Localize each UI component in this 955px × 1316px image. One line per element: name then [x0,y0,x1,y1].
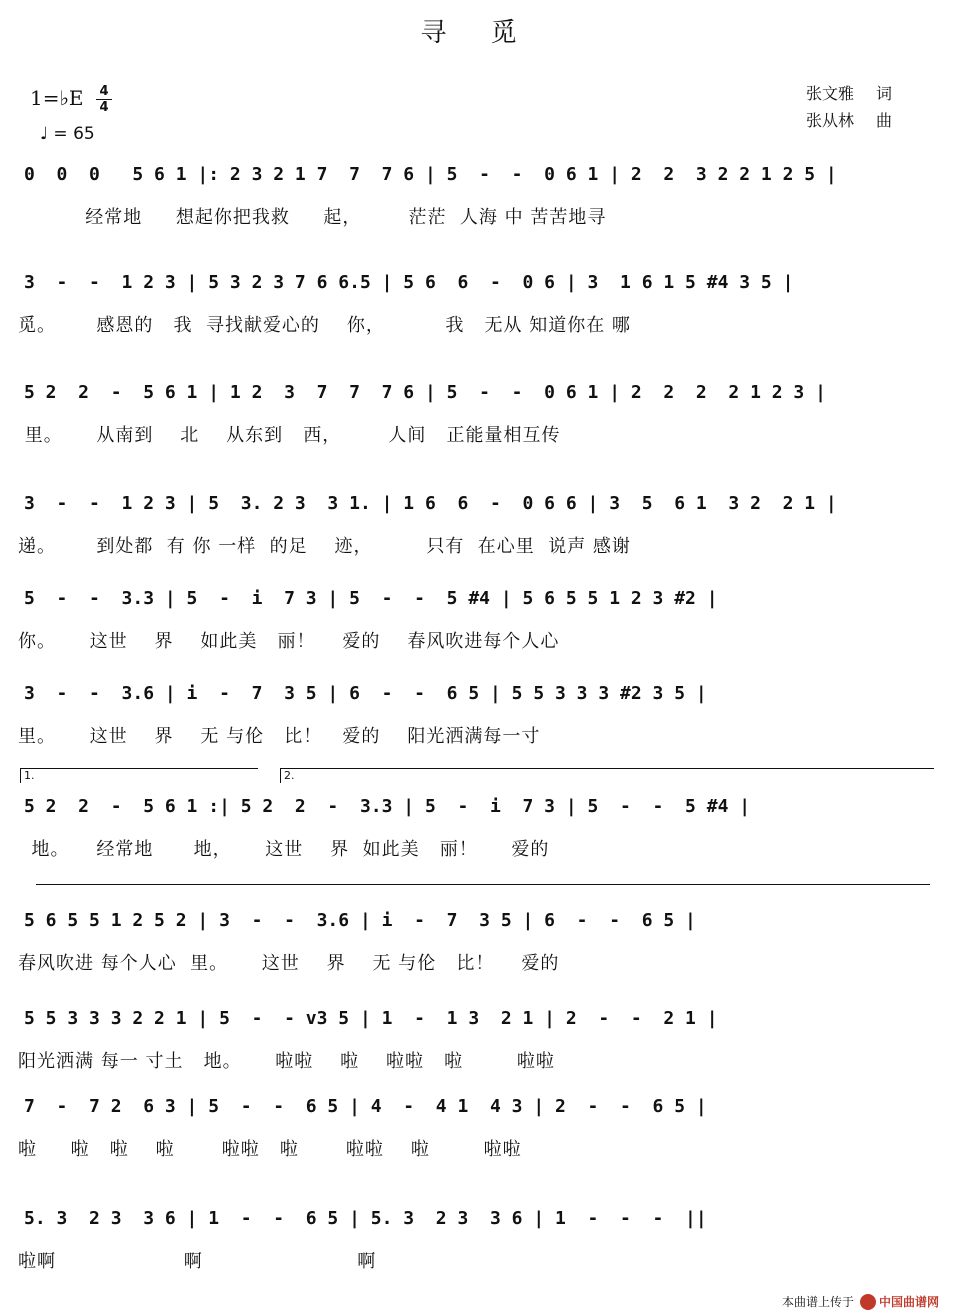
lyric-line: 里。 这世 界 无 与伦 比！ 爱的 阳光洒满每一寸 [18,726,541,747]
lyric-line: 春风吹进 每个人心 里。 这世 界 无 与伦 比！ 爱的 [18,953,560,974]
notation-line: 7 - 7 2 6 3 | 5 - - 6 5 | 4 - 4 1 4 3 | 2 - - 6 5 | [24,1096,707,1117]
second-ending-bracket [280,768,934,783]
lyric-line: 觅。 感恩的 我 寻找献爱心的 你， 我 无从 知道你在 哪 [18,315,631,336]
lyric-line: 啦啊 啊 啊 [18,1251,377,1272]
site-logo[interactable] [860,1293,939,1310]
lyric-line: 经常地 想起你把我救 起， 茫茫 人海 中 苦苦地寻 [18,207,607,228]
lyricist-role: 词 [876,84,893,103]
tempo-marking: ♩ = 65 [40,124,95,144]
lyricist-name: 张文雅 [806,84,855,103]
credits [806,80,892,134]
second-ending-label: 2. [284,769,295,782]
lyric-line: 递。 到处都 有 你 一样 的足 迹， 只有 在心里 说声 感谢 [18,536,631,557]
footer [782,1293,939,1310]
notation-line: 5 5 3 3 3 2 2 1 | 5 - - v3 5 | 1 - 1 3 2 1 | 2 - - 2 1 | [24,1008,718,1029]
time-signature-top: 4 [99,84,109,99]
notation-line: 3 - - 1 2 3 | 5 3. 2 3 3 1. | 1 6 6 - 0 6 6 | 3 5 6 1 3 2 2 1 | [24,493,837,514]
time-signature [96,84,112,115]
footer-text: 本曲谱上传于 [781,1295,854,1309]
composer-credit [806,107,892,134]
site-logo-icon [860,1294,876,1310]
notation-line: 5 6 5 5 1 2 5 2 | 3 - - 3.6 | i - 7 3 5 | 6 - - 6 5 | [24,910,696,931]
notation-line: 5 2 2 - 5 6 1 :| 5 2 2 - 3.3 | 5 - i 7 3 | 5 - - 5 #4 | [24,796,751,817]
composer-name: 张从林 [806,111,855,130]
lyric-line: 里。 从南到 北 从东到 西， 人间 正能量相互传 [18,425,561,446]
composer-role: 曲 [876,111,893,130]
time-signature-bottom: 4 [96,99,112,115]
notation-line: 0 0 0 5 6 1 |: 2 3 2 1 7 7 7 6 | 5 - - 0 6 1 | 2 2 3 2 2 1 2 5 | [24,164,837,185]
key-signature: 1=♭E [30,86,84,110]
lyric-line: 阳光洒满 每一 寸土 地。 啦啦 啦 啦啦 啦 啦啦 [18,1051,555,1072]
lyric-line: 啦 啦 啦 啦 啦啦 啦 啦啦 啦 啦啦 [18,1139,522,1160]
lyric-line: 地。 经常地 地， 这世 界 如此美 丽！ 爱的 [18,839,550,860]
phrase-slur-line [36,884,930,885]
notation-line: 3 - - 1 2 3 | 5 3 2 3 7 6 6.5 | 5 6 6 - 0 6 | 3 1 6 1 5 #4 3 5 | [24,272,794,293]
first-ending-bracket [20,768,258,783]
site-name: 中国曲谱网 [878,1295,939,1309]
notation-line: 5. 3 2 3 3 6 | 1 - - 6 5 | 5. 3 2 3 3 6 | 1 - - - || [24,1208,707,1229]
song-title: 寻 觅 [420,18,535,48]
first-ending-label: 1. [24,769,35,782]
lyric-line: 你。 这世 界 如此美 丽！ 爱的 春风吹进每个人心 [18,631,560,652]
lyricist-credit [806,80,892,107]
notation-line: 5 2 2 - 5 6 1 | 1 2 3 7 7 7 6 | 5 - - 0 6 1 | 2 2 2 2 1 2 3 | [24,382,826,403]
notation-line: 5 - - 3.3 | 5 - i 7 3 | 5 - - 5 #4 | 5 6 5 5 1 2 3 #2 | [24,588,718,609]
notation-line: 3 - - 3.6 | i - 7 3 5 | 6 - - 6 5 | 5 5 3 3 3 #2 3 5 | [24,683,707,704]
